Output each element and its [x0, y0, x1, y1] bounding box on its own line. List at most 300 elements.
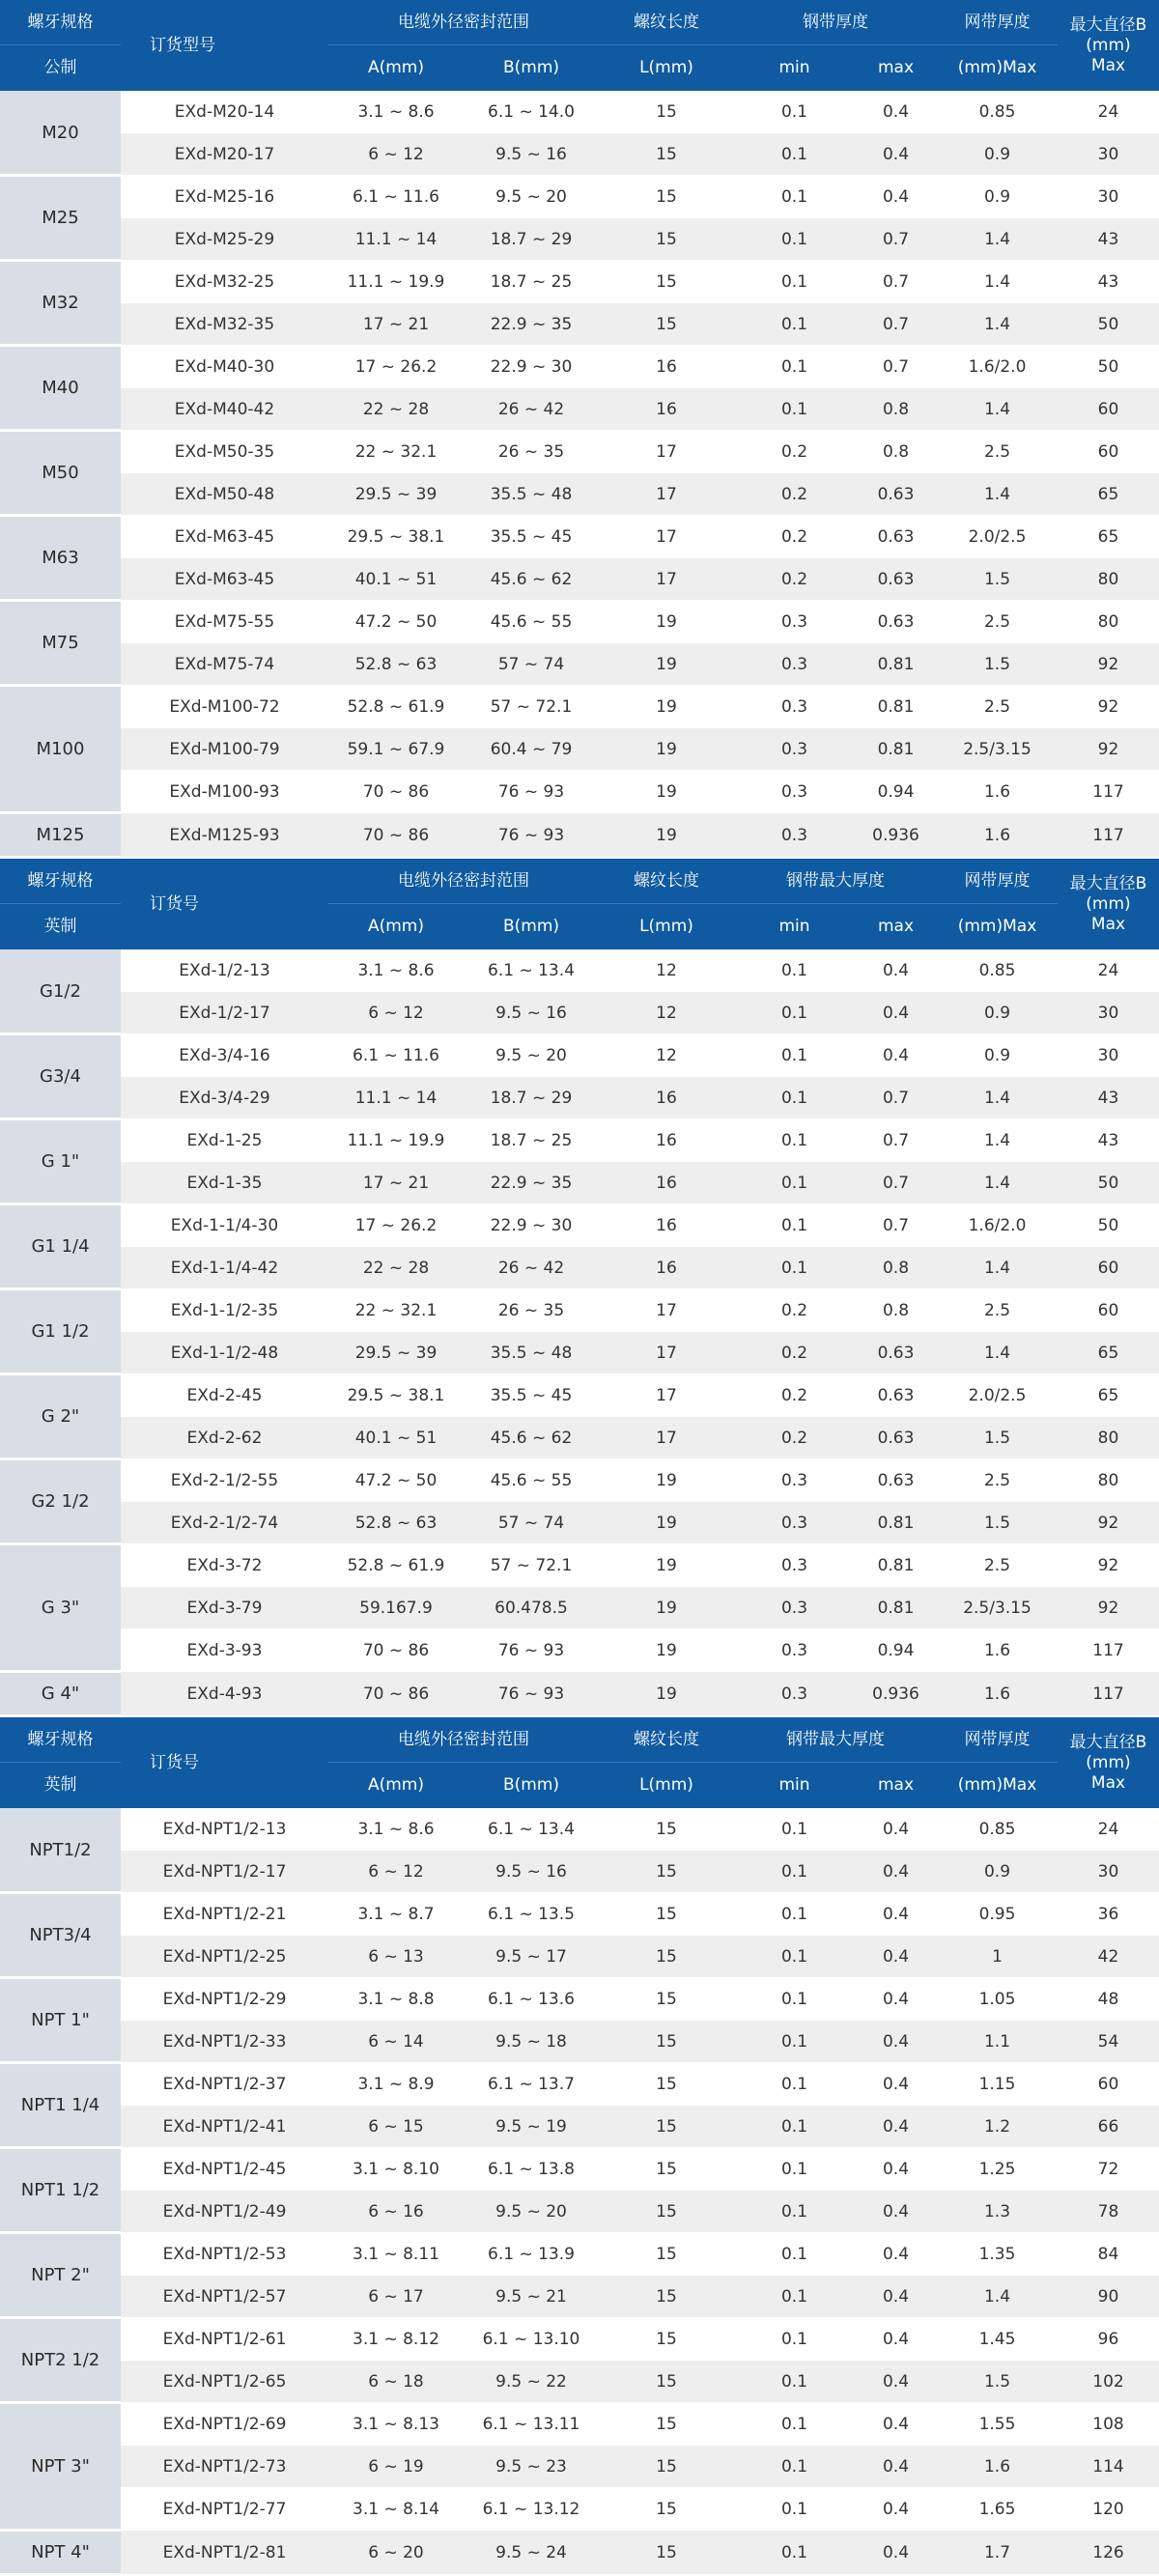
- mesh-thickness-cell: 1.55: [937, 2403, 1058, 2446]
- mesh-thickness-cell: 1.1: [937, 2021, 1058, 2063]
- table-row: [0, 1587, 1159, 1629]
- thread-length-cell: 19: [599, 1672, 734, 1716]
- steel-min-cell: 0.1: [734, 2148, 855, 2191]
- steel-min-cell: 0.1: [734, 133, 855, 176]
- b-range-cell: 45.6 ~ 55: [464, 1459, 599, 1502]
- mesh-thickness-cell: 0.85: [937, 91, 1058, 133]
- steel-min-cell: 0.1: [734, 2403, 855, 2446]
- a-range-cell: 6 ~ 12: [328, 1851, 464, 1893]
- steel-max-cell: 0.4: [855, 1936, 937, 1978]
- steel-max-cell: 0.81: [855, 686, 937, 728]
- steel-min-cell: 0.3: [734, 686, 855, 728]
- steel-max-cell: 0.4: [855, 2488, 937, 2531]
- steel-max-cell: 0.936: [855, 1672, 937, 1716]
- b-range-cell: 18.7 ~ 29: [464, 1077, 599, 1119]
- max-diameter-cell: 117: [1058, 1672, 1159, 1716]
- thread-size-cell: NPT3/4: [0, 1893, 121, 1978]
- a-range-cell: 6 ~ 18: [328, 2361, 464, 2403]
- table-row: [0, 218, 1159, 261]
- steel-min-cell: 0.1: [734, 2531, 855, 2575]
- mesh-thickness-cell: 1.7: [937, 2531, 1058, 2575]
- thread-length-cell: 15: [599, 2191, 734, 2233]
- order-number-cell: EXd-M63-45: [121, 558, 328, 601]
- steel-max-cell: 0.63: [855, 516, 937, 558]
- a-range-cell: 3.1 ~ 8.7: [328, 1893, 464, 1936]
- mesh-thickness-cell: 1.6: [937, 813, 1058, 858]
- b-range-cell: 9.5 ~ 21: [464, 2276, 599, 2318]
- a-range-cell: 6 ~ 13: [328, 1936, 464, 1978]
- max-diameter-cell: 60: [1058, 2063, 1159, 2106]
- steel-min-cell: 0.1: [734, 1204, 855, 1247]
- steel-max-cell: 0.63: [855, 1417, 937, 1459]
- table-row: [0, 1034, 1159, 1077]
- b-range-cell: 26 ~ 42: [464, 388, 599, 431]
- order-number-cell: EXd-3/4-16: [121, 1034, 328, 1077]
- cable-od-header: 电缆外径密封范围: [328, 0, 599, 45]
- thread-size-cell: NPT 4": [0, 2531, 121, 2575]
- steel-min-cell: 0.1: [734, 1893, 855, 1936]
- order-number-cell: EXd-NPT1/2-61: [121, 2318, 328, 2361]
- steel-min-cell: 0.3: [734, 601, 855, 643]
- steel-min-cell: 0.1: [734, 2106, 855, 2148]
- b-range-cell: 76 ~ 93: [464, 1629, 599, 1672]
- max-diameter-cell: 114: [1058, 2446, 1159, 2488]
- max-diameter-cell: 24: [1058, 949, 1159, 992]
- steel-min-cell: 0.3: [734, 728, 855, 771]
- mesh-thickness-cell: 1.6: [937, 1629, 1058, 1672]
- thread-length-cell: 16: [599, 1119, 734, 1162]
- mesh-thickness-cell: 1.6: [937, 1672, 1058, 1716]
- thread-spec-header: 螺牙规格: [0, 1717, 121, 1763]
- steel-max-cell: 0.8: [855, 1247, 937, 1289]
- order-number-cell: EXd-NPT1/2-81: [121, 2531, 328, 2575]
- steel-min-cell: 0.3: [734, 1629, 855, 1672]
- thread-size-cell: G3/4: [0, 1034, 121, 1119]
- steel-max-cell: 0.7: [855, 261, 937, 303]
- max-diameter-cell: 30: [1058, 176, 1159, 218]
- b-range-cell: 6.1 ~ 13.12: [464, 2488, 599, 2531]
- max-diameter-cell: 36: [1058, 1893, 1159, 1936]
- max-diameter-cell: 30: [1058, 1034, 1159, 1077]
- steel-min-cell: 0.1: [734, 1162, 855, 1204]
- table-row: [0, 1629, 1159, 1672]
- a-range-cell: 11.1 ~ 19.9: [328, 1119, 464, 1162]
- steel-min-cell: 0.2: [734, 516, 855, 558]
- max-diameter-title: 最大直径B: [1069, 14, 1147, 35]
- thread-size-cell: M40: [0, 346, 121, 431]
- steel-max-cell: 0.8: [855, 431, 937, 473]
- thread-length-header: 螺纹长度: [599, 0, 734, 45]
- steel-max-cell: 0.4: [855, 2191, 937, 2233]
- cable-od-header: 电缆外径密封范围: [328, 859, 599, 904]
- mesh-unit-header: (mm)Max: [937, 904, 1058, 950]
- b-range-cell: 9.5 ~ 24: [464, 2531, 599, 2575]
- table-row: [0, 1204, 1159, 1247]
- steel-max-cell: 0.81: [855, 643, 937, 686]
- order-number-cell: EXd-M63-45: [121, 516, 328, 558]
- thread-length-cell: 15: [599, 2531, 734, 2575]
- steel-max-cell: 0.4: [855, 2021, 937, 2063]
- a-range-cell: 6 ~ 16: [328, 2191, 464, 2233]
- spec-table-body: [0, 91, 1159, 858]
- thread-length-cell: 19: [599, 771, 734, 813]
- steel-min-header: min: [734, 45, 855, 92]
- order-number-cell: EXd-M40-42: [121, 388, 328, 431]
- mesh-thickness-cell: 1.4: [937, 218, 1058, 261]
- b-range-cell: 35.5 ~ 48: [464, 473, 599, 516]
- steel-max-cell: 0.4: [855, 2233, 937, 2276]
- a-range-cell: 6 ~ 20: [328, 2531, 464, 2575]
- steel-max-header: max: [855, 1763, 937, 1809]
- steel-min-cell: 0.1: [734, 261, 855, 303]
- table-row: [0, 1247, 1159, 1289]
- max-diameter-cell: 80: [1058, 1417, 1159, 1459]
- steel-min-cell: 0.2: [734, 431, 855, 473]
- order-number-cell: EXd-M20-17: [121, 133, 328, 176]
- max-diameter-cell: 65: [1058, 1374, 1159, 1417]
- thread-length-cell: 17: [599, 1289, 734, 1332]
- thread-length-cell: 15: [599, 303, 734, 346]
- order-number-cell: EXd-M25-29: [121, 218, 328, 261]
- steel-min-cell: 0.1: [734, 2446, 855, 2488]
- b-range-cell: 18.7 ~ 25: [464, 261, 599, 303]
- table-row: [0, 686, 1159, 728]
- max-diameter-max: Max: [1090, 55, 1126, 75]
- thread-size-cell: M125: [0, 813, 121, 858]
- steel-max-cell: 0.63: [855, 601, 937, 643]
- steel-max-cell: 0.4: [855, 2276, 937, 2318]
- thread-length-cell: 15: [599, 2488, 734, 2531]
- mesh-thickness-cell: 1.4: [937, 2276, 1058, 2318]
- thread-size-cell: G 4": [0, 1672, 121, 1716]
- table-row: [0, 516, 1159, 558]
- max-diameter-cell: 78: [1058, 2191, 1159, 2233]
- b-range-cell: 57 ~ 72.1: [464, 1544, 599, 1587]
- mesh-thickness-cell: 1: [937, 1936, 1058, 1978]
- order-number-cell: EXd-M32-25: [121, 261, 328, 303]
- table-row: [0, 431, 1159, 473]
- order-number-cell: EXd-NPT1/2-29: [121, 1978, 328, 2021]
- thread-length-cell: 19: [599, 601, 734, 643]
- a-mm-header: A(mm): [328, 45, 464, 92]
- mesh-thickness-cell: 2.5: [937, 1459, 1058, 1502]
- thread-size-cell: NPT1/2: [0, 1808, 121, 1893]
- max-diameter-cell: 96: [1058, 2318, 1159, 2361]
- thread-size-cell: NPT1 1/2: [0, 2148, 121, 2233]
- table-row: [0, 992, 1159, 1034]
- steel-max-cell: 0.4: [855, 1978, 937, 2021]
- mesh-thickness-cell: 1.5: [937, 643, 1058, 686]
- steel-min-cell: 0.2: [734, 1289, 855, 1332]
- table-row: [0, 1332, 1159, 1374]
- b-range-cell: 45.6 ~ 55: [464, 601, 599, 643]
- thread-length-cell: 19: [599, 728, 734, 771]
- steel-min-cell: 0.1: [734, 949, 855, 992]
- thread-length-cell: 19: [599, 1459, 734, 1502]
- steel-min-cell: 0.2: [734, 1374, 855, 1417]
- order-number-header: 订货型号: [121, 0, 328, 91]
- table-row: [0, 2318, 1159, 2361]
- steel-min-cell: 0.2: [734, 1417, 855, 1459]
- mesh-thickness-cell: 0.85: [937, 1808, 1058, 1851]
- thread-length-cell: 12: [599, 992, 734, 1034]
- steel-max-cell: 0.63: [855, 558, 937, 601]
- thread-length-cell: 16: [599, 1204, 734, 1247]
- order-number-cell: EXd-M100-93: [121, 771, 328, 813]
- b-range-cell: 6.1 ~ 13.9: [464, 2233, 599, 2276]
- max-diameter-cell: 60: [1058, 431, 1159, 473]
- mesh-tape-header: 网带厚度: [937, 0, 1058, 45]
- thread-length-cell: 15: [599, 261, 734, 303]
- mesh-thickness-cell: 2.5/3.15: [937, 1587, 1058, 1629]
- thread-length-cell: 15: [599, 2446, 734, 2488]
- thread-length-cell: 15: [599, 1851, 734, 1893]
- table-row: [0, 346, 1159, 388]
- table-row: [0, 1459, 1159, 1502]
- b-range-cell: 6.1 ~ 14.0: [464, 91, 599, 133]
- b-range-cell: 6.1 ~ 13.10: [464, 2318, 599, 2361]
- b-range-cell: 45.6 ~ 62: [464, 1417, 599, 1459]
- b-range-cell: 35.5 ~ 48: [464, 1332, 599, 1374]
- steel-max-cell: 0.4: [855, 91, 937, 133]
- a-range-cell: 70 ~ 86: [328, 771, 464, 813]
- order-number-cell: EXd-M50-48: [121, 473, 328, 516]
- mesh-tape-header: 网带厚度: [937, 859, 1058, 904]
- steel-max-cell: 0.7: [855, 1119, 937, 1162]
- table-row: [0, 2488, 1159, 2531]
- thread-length-cell: 15: [599, 2106, 734, 2148]
- steel-min-header: min: [734, 1763, 855, 1809]
- steel-max-cell: 0.4: [855, 2361, 937, 2403]
- table-row: [0, 1502, 1159, 1544]
- order-number-cell: EXd-2-1/2-55: [121, 1459, 328, 1502]
- max-diameter-header: [1058, 859, 1159, 949]
- steel-tape-header: 钢带最大厚度: [734, 1717, 937, 1763]
- b-range-cell: 76 ~ 93: [464, 1672, 599, 1716]
- a-range-cell: 3.1 ~ 8.12: [328, 2318, 464, 2361]
- thread-size-cell: G1/2: [0, 949, 121, 1034]
- a-range-cell: 6 ~ 15: [328, 2106, 464, 2148]
- table-row: [0, 1417, 1159, 1459]
- mesh-thickness-cell: 0.95: [937, 1893, 1058, 1936]
- mesh-thickness-cell: 2.5: [937, 431, 1058, 473]
- steel-max-cell: 0.81: [855, 1587, 937, 1629]
- steel-max-cell: 0.4: [855, 133, 937, 176]
- thread-length-cell: 15: [599, 2318, 734, 2361]
- b-range-cell: 6.1 ~ 13.4: [464, 1808, 599, 1851]
- b-range-cell: 6.1 ~ 13.5: [464, 1893, 599, 1936]
- steel-tape-header: 钢带最大厚度: [734, 859, 937, 904]
- steel-max-cell: 0.63: [855, 1332, 937, 1374]
- order-number-cell: EXd-1-1/2-35: [121, 1289, 328, 1332]
- thread-length-cell: 19: [599, 1629, 734, 1672]
- table-row: [0, 1544, 1159, 1587]
- max-diameter-cell: 92: [1058, 1544, 1159, 1587]
- b-range-cell: 6.1 ~ 13.8: [464, 2148, 599, 2191]
- a-range-cell: 3.1 ~ 8.6: [328, 91, 464, 133]
- a-range-cell: 52.8 ~ 63: [328, 643, 464, 686]
- a-range-cell: 70 ~ 86: [328, 1672, 464, 1716]
- a-mm-header: A(mm): [328, 1763, 464, 1809]
- thread-size-cell: NPT 1": [0, 1978, 121, 2063]
- thread-length-cell: 15: [599, 1893, 734, 1936]
- thread-length-cell: 19: [599, 1587, 734, 1629]
- steel-max-cell: 0.81: [855, 728, 937, 771]
- max-diameter-cell: 120: [1058, 2488, 1159, 2531]
- steel-max-cell: 0.63: [855, 473, 937, 516]
- steel-min-cell: 0.1: [734, 91, 855, 133]
- b-mm-header: B(mm): [464, 1763, 599, 1809]
- order-number-cell: EXd-NPT1/2-13: [121, 1808, 328, 1851]
- thread-length-cell: 17: [599, 516, 734, 558]
- b-range-cell: 60.4 ~ 79: [464, 728, 599, 771]
- b-range-cell: 9.5 ~ 16: [464, 992, 599, 1034]
- max-diameter-cell: 126: [1058, 2531, 1159, 2575]
- a-range-cell: 47.2 ~ 50: [328, 601, 464, 643]
- mesh-thickness-cell: 1.65: [937, 2488, 1058, 2531]
- thread-size-cell: M63: [0, 516, 121, 601]
- a-range-cell: 70 ~ 86: [328, 813, 464, 858]
- steel-min-cell: 0.3: [734, 813, 855, 858]
- max-diameter-title: 最大直径B: [1069, 1732, 1147, 1752]
- thread-length-cell: 15: [599, 2233, 734, 2276]
- order-number-cell: EXd-M20-14: [121, 91, 328, 133]
- steel-min-header: min: [734, 904, 855, 950]
- order-number-cell: EXd-NPT1/2-77: [121, 2488, 328, 2531]
- b-range-cell: 18.7 ~ 25: [464, 1119, 599, 1162]
- thread-length-cell: 15: [599, 1978, 734, 2021]
- max-diameter-cell: 92: [1058, 728, 1159, 771]
- b-mm-header: B(mm): [464, 45, 599, 92]
- thread-length-cell: 17: [599, 431, 734, 473]
- mesh-thickness-cell: 2.0/2.5: [937, 1374, 1058, 1417]
- order-number-cell: EXd-NPT1/2-53: [121, 2233, 328, 2276]
- table-row: [0, 1162, 1159, 1204]
- order-number-cell: EXd-2-1/2-74: [121, 1502, 328, 1544]
- order-number-cell: EXd-1-1/4-30: [121, 1204, 328, 1247]
- max-diameter-cell: 30: [1058, 133, 1159, 176]
- table-row: [0, 558, 1159, 601]
- order-number-cell: EXd-M50-35: [121, 431, 328, 473]
- steel-max-cell: 0.63: [855, 1374, 937, 1417]
- a-range-cell: 6 ~ 12: [328, 992, 464, 1034]
- spec-table-body: [0, 949, 1159, 1716]
- max-diameter-cell: 90: [1058, 2276, 1159, 2318]
- mesh-thickness-cell: 1.45: [937, 2318, 1058, 2361]
- order-number-cell: EXd-NPT1/2-17: [121, 1851, 328, 1893]
- a-range-cell: 11.1 ~ 14: [328, 218, 464, 261]
- b-range-cell: 9.5 ~ 20: [464, 176, 599, 218]
- a-mm-header: A(mm): [328, 904, 464, 950]
- mesh-thickness-cell: 1.6: [937, 2446, 1058, 2488]
- table-row: [0, 1077, 1159, 1119]
- thread-spec-header: 螺牙规格: [0, 0, 121, 45]
- table-row: [0, 2148, 1159, 2191]
- thread-size-cell: M50: [0, 431, 121, 516]
- a-range-cell: 40.1 ~ 51: [328, 558, 464, 601]
- order-number-cell: EXd-3/4-29: [121, 1077, 328, 1119]
- thread-size-cell: G 3": [0, 1544, 121, 1672]
- order-number-cell: EXd-M100-72: [121, 686, 328, 728]
- mesh-thickness-cell: 1.6: [937, 771, 1058, 813]
- mesh-thickness-cell: 0.85: [937, 949, 1058, 992]
- steel-tape-header: 钢带厚度: [734, 0, 937, 45]
- a-range-cell: 22 ~ 32.1: [328, 431, 464, 473]
- table-row: [0, 1289, 1159, 1332]
- thread-length-header: 螺纹长度: [599, 1717, 734, 1763]
- max-diameter-cell: 43: [1058, 1119, 1159, 1162]
- thread-length-cell: 15: [599, 1936, 734, 1978]
- steel-min-cell: 0.1: [734, 1077, 855, 1119]
- steel-min-cell: 0.1: [734, 346, 855, 388]
- a-range-cell: 6 ~ 14: [328, 2021, 464, 2063]
- table-row: [0, 2191, 1159, 2233]
- max-diameter-cell: 43: [1058, 1077, 1159, 1119]
- a-range-cell: 22 ~ 32.1: [328, 1289, 464, 1332]
- steel-max-header: max: [855, 904, 937, 950]
- max-diameter-cell: 24: [1058, 1808, 1159, 1851]
- b-range-cell: 9.5 ~ 20: [464, 1034, 599, 1077]
- steel-max-cell: 0.7: [855, 346, 937, 388]
- steel-min-cell: 0.1: [734, 176, 855, 218]
- b-range-cell: 26 ~ 35: [464, 1289, 599, 1332]
- max-diameter-cell: 60: [1058, 1247, 1159, 1289]
- thread-length-cell: 17: [599, 1332, 734, 1374]
- table-row: [0, 2106, 1159, 2148]
- steel-max-cell: 0.4: [855, 1808, 937, 1851]
- table-row: [0, 91, 1159, 133]
- order-number-cell: EXd-1/2-17: [121, 992, 328, 1034]
- mesh-thickness-cell: 1.4: [937, 1162, 1058, 1204]
- max-diameter-cell: 50: [1058, 303, 1159, 346]
- steel-min-cell: 0.1: [734, 1936, 855, 1978]
- steel-min-cell: 0.1: [734, 2318, 855, 2361]
- steel-max-cell: 0.4: [855, 2446, 937, 2488]
- thread-length-cell: 17: [599, 473, 734, 516]
- mesh-thickness-cell: 2.5: [937, 1289, 1058, 1332]
- max-diameter-cell: 80: [1058, 558, 1159, 601]
- steel-max-cell: 0.4: [855, 176, 937, 218]
- steel-min-cell: 0.1: [734, 388, 855, 431]
- max-diameter-cell: 84: [1058, 2233, 1159, 2276]
- table-row: [0, 643, 1159, 686]
- b-range-cell: 9.5 ~ 18: [464, 2021, 599, 2063]
- mesh-thickness-cell: 1.4: [937, 473, 1058, 516]
- mesh-thickness-cell: 0.9: [937, 1851, 1058, 1893]
- mesh-thickness-cell: 1.4: [937, 388, 1058, 431]
- order-number-cell: EXd-NPT1/2-65: [121, 2361, 328, 2403]
- a-range-cell: 59.167.9: [328, 1587, 464, 1629]
- a-range-cell: 22 ~ 28: [328, 1247, 464, 1289]
- table-row: [0, 2233, 1159, 2276]
- thread-size-cell: M100: [0, 686, 121, 813]
- steel-max-cell: 0.94: [855, 1629, 937, 1672]
- order-number-cell: EXd-M40-30: [121, 346, 328, 388]
- steel-min-cell: 0.1: [734, 2063, 855, 2106]
- order-number-cell: EXd-NPT1/2-25: [121, 1936, 328, 1978]
- b-range-cell: 22.9 ~ 30: [464, 1204, 599, 1247]
- order-number-cell: EXd-4-93: [121, 1672, 328, 1716]
- a-range-cell: 6 ~ 19: [328, 2446, 464, 2488]
- steel-min-cell: 0.1: [734, 303, 855, 346]
- steel-max-cell: 0.4: [855, 2148, 937, 2191]
- thread-length-cell: 19: [599, 686, 734, 728]
- thread-size-cell: M25: [0, 176, 121, 261]
- steel-max-cell: 0.7: [855, 303, 937, 346]
- thread-length-cell: 16: [599, 1247, 734, 1289]
- max-diameter-cell: 65: [1058, 516, 1159, 558]
- steel-min-cell: 0.1: [734, 2191, 855, 2233]
